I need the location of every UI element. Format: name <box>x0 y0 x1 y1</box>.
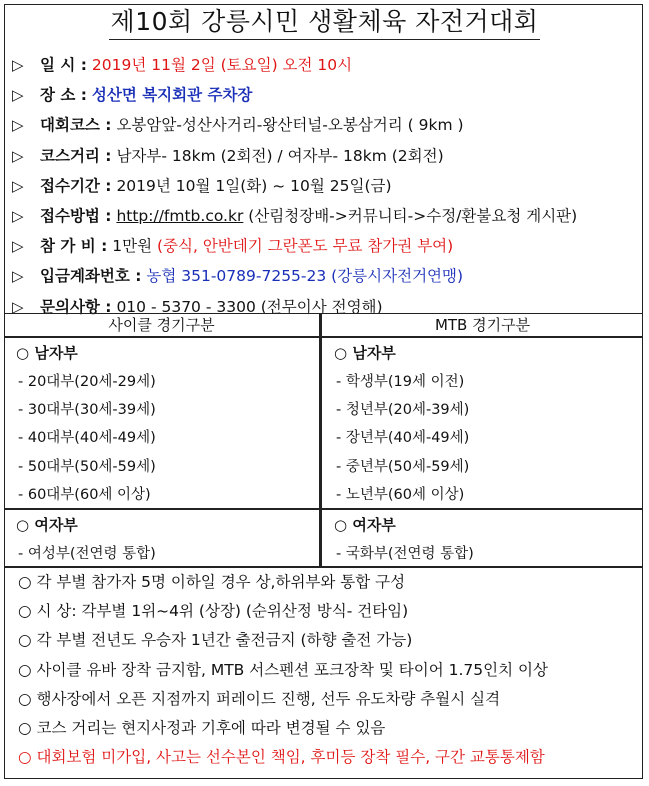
cycle-female-label: 여자부 <box>34 516 78 534</box>
list-item: - 국화부(전연령 통합) <box>336 546 474 562</box>
title-area <box>0 8 649 40</box>
circle-icon: ○ <box>18 748 32 767</box>
info-method <box>12 201 632 231</box>
circle-icon: ○ <box>18 573 32 591</box>
note-item <box>4 597 643 626</box>
date-value: 2019년 11월 2일 (토요일) 오전 10시 <box>91 56 353 74</box>
distance-value: 남자부- 18km (2회전) / 여자부- 18km (2회전) <box>116 146 444 165</box>
info-place <box>12 80 632 110</box>
list-item: - 20대부(20세-29세) <box>18 374 156 390</box>
bullet-icon: ▷ <box>12 116 24 135</box>
list-item: - 60대부(60세 이상) <box>18 486 151 503</box>
bullet-icon: ▷ <box>12 56 24 74</box>
circle-icon: ○ <box>16 516 30 534</box>
account-label: 입금계좌번호 : <box>40 267 142 286</box>
info-fee <box>12 231 632 261</box>
event-info <box>12 50 632 322</box>
note-text: 사이클 유바 장착 금지함, MTB 서스펜션 포크장착 및 타이어 1.75인치 이상 <box>36 660 548 679</box>
circle-icon: ○ <box>334 516 348 534</box>
mtb-female-group <box>322 510 643 568</box>
cycle-female-group <box>4 510 319 568</box>
page-title: 제10회 강릉시민 생활체육 자전거대회 <box>109 8 541 40</box>
circle-icon: ○ <box>18 718 32 737</box>
list-item: - 학생부(19세 이전) <box>336 374 465 390</box>
cycle-male-label: 남자부 <box>34 344 78 362</box>
place-value: 성산면 복지회관 주차장 <box>91 86 253 105</box>
list-item: - 여성부(전연령 통합) <box>18 546 156 562</box>
note-text: 코스 거리는 현지사정과 기후에 따라 변경될 수 있음 <box>36 718 386 737</box>
fee-label: 참 가 비 : <box>40 237 108 256</box>
info-distance <box>12 141 632 171</box>
note-text: 각 부별 참가자 5명 이하일 경우 상,하위부와 통합 구성 <box>36 573 406 591</box>
note-text: 대회보험 미가입, 사고는 선수본인 책임, 후미등 장착 필수, 구간 교통통제함 <box>36 748 545 767</box>
cycle-header: 사이클 경기구분 <box>4 314 319 338</box>
info-course <box>12 110 632 140</box>
circle-icon: ○ <box>334 344 348 362</box>
list-item: - 청년부(20세-39세) <box>336 402 470 419</box>
list-item: - 30대부(30세-39세) <box>18 402 156 419</box>
note-text: 각 부별 전년도 우승자 1년간 출전금지 (하향 출전 가능) <box>36 631 413 650</box>
list-item: - 50대부(50세-59세) <box>18 458 156 475</box>
category-table <box>4 313 643 567</box>
mtb-female-label: 여자부 <box>352 516 396 534</box>
bullet-icon: ▷ <box>12 297 24 316</box>
registration-link[interactable]: http://fmtb.co.kr <box>116 206 244 225</box>
cycle-female-title <box>4 510 319 540</box>
contact-label: 문의사항 : <box>40 297 112 316</box>
note-item <box>4 626 643 655</box>
circle-icon: ○ <box>16 344 30 362</box>
contact-value: 010 - 5370 - 3300 (전무이사 전영해) <box>116 297 383 316</box>
bullet-icon: ▷ <box>12 206 24 225</box>
account-value: 농협 351-0789-7255-23 (강릉시자전거연맹) <box>146 267 464 286</box>
cycle-male-title <box>4 338 319 368</box>
mtb-male-label: 남자부 <box>352 344 396 362</box>
note-item <box>4 685 643 714</box>
info-account <box>12 261 632 291</box>
bullet-icon: ▷ <box>12 237 24 256</box>
period-label: 접수기간 : <box>40 176 112 195</box>
course-label: 대회코스 : <box>40 116 112 135</box>
circle-icon: ○ <box>18 631 32 650</box>
method-label: 접수방법 : <box>40 206 112 225</box>
bullet-icon: ▷ <box>12 146 24 165</box>
note-item <box>4 568 643 597</box>
bullet-icon: ▷ <box>12 86 24 105</box>
list-item: - 장년부(40세-49세) <box>336 430 470 447</box>
bullet-icon: ▷ <box>12 267 24 286</box>
mtb-male-group <box>322 338 643 510</box>
info-period <box>12 171 632 201</box>
list-item: - 40대부(40세-49세) <box>18 430 156 447</box>
mtb-male-title <box>322 338 643 368</box>
period-value: 2019년 10월 1일(화) ~ 10월 25일(금) <box>116 176 392 195</box>
notes-section <box>4 566 643 772</box>
note-text: 시 상: 각부별 1위~4위 (상장) (순위산정 방식- 건타임) <box>36 602 409 621</box>
list-item: - 중년부(50세-59세) <box>336 458 470 475</box>
note-item-warning <box>4 743 643 772</box>
mtb-header: MTB 경기구분 <box>322 314 643 338</box>
method-value: (산림청장배->커뮤니티->수정/환불요청 게시판) <box>243 206 578 225</box>
mtb-column <box>321 314 643 567</box>
list-item: - 노년부(60세 이상) <box>336 486 465 503</box>
place-label: 장 소 : <box>40 86 87 105</box>
date-label: 일 시 : <box>40 56 87 74</box>
distance-label: 코스거리 : <box>40 146 112 165</box>
info-date <box>12 50 632 80</box>
mtb-female-title <box>322 510 643 540</box>
course-value: 오봉암앞-성산사거리-왕산터널-오봉삼거리 ( 9km ) <box>116 116 464 135</box>
circle-icon: ○ <box>18 660 32 679</box>
note-item <box>4 656 643 685</box>
fee-value: 1만원 <box>112 237 153 256</box>
cycle-column <box>4 314 321 567</box>
bullet-icon: ▷ <box>12 176 24 195</box>
note-text: 행사장에서 오픈 지점까지 퍼레이드 진행, 선두 유도차량 추월시 실격 <box>36 689 501 708</box>
fee-note: (중식, 안반데기 그란폰도 무료 참가권 부여) <box>152 237 454 256</box>
cycle-male-group <box>4 338 319 510</box>
note-item <box>4 714 643 743</box>
circle-icon: ○ <box>18 602 32 621</box>
circle-icon: ○ <box>18 689 32 708</box>
